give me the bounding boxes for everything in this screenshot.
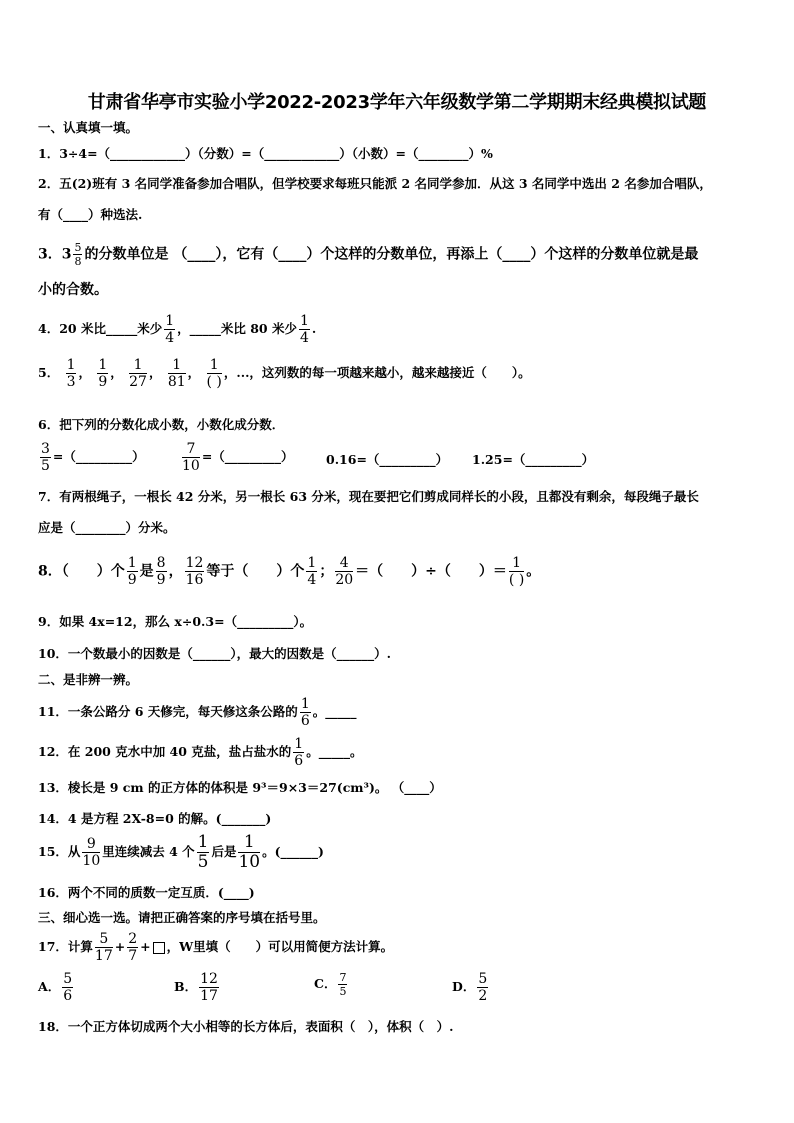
question-1: 1．3÷4=（____________）（分数）=（____________）（小数）=（________）% xyxy=(38,146,493,161)
fraction: $\frac{7}{5}$ xyxy=(339,971,347,998)
mixed-fraction: $\frac{5}{8}$ xyxy=(74,241,82,268)
question-4: 4．20 米比_____米少 $\frac{1}{4}$ ，_____米比 80 米少 $\frac{1}{4}$ . xyxy=(38,313,317,346)
blank-box xyxy=(153,942,165,954)
q3-number: 3．3 xyxy=(38,246,72,263)
fraction: $\frac{1}{6}$ xyxy=(300,696,310,729)
question-3-line-1 xyxy=(38,242,698,267)
fraction: $\frac{1}{6}$ xyxy=(294,736,304,769)
fraction: $\frac{9}{10}$ xyxy=(82,836,101,869)
question-9: 9．如果 4x=12，那么 x÷0.3=（_________）。 xyxy=(38,614,313,629)
question-2-line-1: 2．五(2)班有 3 名同学准备参加合唱队，但学校要求每班只能派 2 名同学参加．从这 3 名同学中选出 2 名参加合唱队， xyxy=(38,176,712,191)
question-14: 14．4 是方程 2X-8=0 的解。(_______) xyxy=(38,811,272,826)
question-6: 6．把下列的分数化成小数，小数化成分数． xyxy=(38,417,285,432)
fraction: $\frac{7}{10}$ xyxy=(182,441,200,474)
question-5: 5． $\frac{1}{3}$ ， $\frac{1}{9}$ ， $\frac{1}{27}$ ， $\frac{1}{81}$ ， $\frac{1}{( )}$ ，...，这列数的每一项越来越小，越来越接近（ ）。 xyxy=(38,357,531,390)
fraction: $\frac{12}{16}$ xyxy=(185,555,204,588)
fraction: $\frac{1}{4}$ xyxy=(307,555,317,588)
fraction: $\frac{1}{4}$ xyxy=(299,313,309,346)
fraction: $\frac{5}{2}$ xyxy=(478,971,488,1004)
fraction: $\frac{2}{7}$ xyxy=(128,931,138,964)
section-3-heading: 三、细心选一选。请把正确答案的序号填在括号里。 xyxy=(38,910,326,925)
fraction: $\frac{1}{4}$ xyxy=(165,313,175,346)
option-c[interactable]: C． $\frac{7}{5}$ xyxy=(314,971,347,998)
question-13: 13．棱长是 9 cm 的正方体的体积是 9³＝9×3＝27(cm³)。 （____） xyxy=(38,780,442,795)
question-18: 18．一个正方体切成两个大小相等的长方体后，表面积（ ），体积（ ）. xyxy=(38,1019,454,1034)
question-7-line-1: 7．有两根绳子，一根长 42 分米，另一根长 63 分米，现在要把它们剪成同样长的小段，且都没有剩余，每段绳子最长 xyxy=(38,489,699,504)
option-b[interactable]: B． $\frac{12}{17}$ xyxy=(174,971,218,1004)
q3-text: 的分数单位是 （____），它有（____）个这样的分数单位，再添上（____）个这样的分数单位就是最 xyxy=(84,246,699,263)
question-17-options xyxy=(38,972,558,1010)
question-12: 12．在 200 克水中加 40 克盐，盐占盐水的 $\frac{1}{6}$ 。_____。 xyxy=(38,736,363,769)
fraction: $\frac{4}{20}$ xyxy=(335,555,354,588)
fraction: $\frac{1}{10}$ xyxy=(238,832,261,872)
fraction: $\frac{1}{81}$ xyxy=(167,357,186,390)
fraction: $\frac{1}{3}$ xyxy=(66,357,76,390)
page-title: 甘肃省华亭市实验小学2022-2023学年六年级数学第二学期期末经典模拟试题 xyxy=(87,92,707,113)
option-a[interactable]: A． $\frac{5}{6}$ xyxy=(38,971,73,1004)
section-2-heading: 二、是非辨一辨。 xyxy=(38,672,139,687)
option-d[interactable]: D． $\frac{5}{2}$ xyxy=(452,971,488,1004)
question-8: 8．（ ）个 $\frac{1}{9}$ 是 $\frac{8}{9}$ ， $\frac{12}{16}$ 等于（ ）个 $\frac{1}{4}$ ； $\frac{4}{20}$ ＝（ ）÷（ ）＝ $\frac{1}{( )}$ 。 xyxy=(38,555,541,588)
question-3-line-2: 小的合数。 xyxy=(38,282,108,298)
question-15: 15．从 $\frac{9}{10}$ 里连续减去 4 个 $\frac{1}{5}$ 后是 $\frac{1}{10}$ 。(______) xyxy=(38,832,324,872)
question-10: 10．一个数最小的因数是（______），最大的因数是（______）. xyxy=(38,646,391,661)
section-1-heading: 一、认真填一填。 xyxy=(38,120,139,135)
fraction: $\frac{5}{6}$ xyxy=(63,971,73,1004)
question-11: 11．一条公路分 6 天修完，每天修这条公路的 $\frac{1}{6}$ 。_____ xyxy=(38,696,357,729)
question-16: 16．两个不同的质数一定互质．(____) xyxy=(38,885,255,900)
fraction-blank: $\frac{1}{( )}$ xyxy=(206,357,222,390)
question-17: 17．计算 $\frac{5}{17}$ + $\frac{2}{7}$ + ，W里填（ ）可以用简便方法计算。 xyxy=(38,931,394,964)
fraction: $\frac{1}{9}$ xyxy=(98,357,108,390)
fraction: $\frac{1}{9}$ xyxy=(127,555,137,588)
fraction: $\frac{1}{27}$ xyxy=(129,357,147,390)
fraction: $\frac{8}{9}$ xyxy=(156,555,166,588)
fraction-blank: $\frac{1}{( )}$ xyxy=(508,555,525,588)
question-6-items: $\frac{3}{5}$ =（_________） $\frac{7}{10}$ =（_________） 0.16=（_________） 1.25=（_________） xyxy=(41,441,595,474)
fraction: $\frac{5}{17}$ xyxy=(94,931,113,964)
fraction: $\frac{1}{5}$ xyxy=(197,832,209,872)
question-2-line-2: 有（____）种选法. xyxy=(38,207,143,222)
question-7-line-2: 应是（________）分米。 xyxy=(38,520,176,535)
fraction: $\frac{3}{5}$ xyxy=(41,441,50,474)
fraction: $\frac{12}{17}$ xyxy=(200,971,218,1004)
